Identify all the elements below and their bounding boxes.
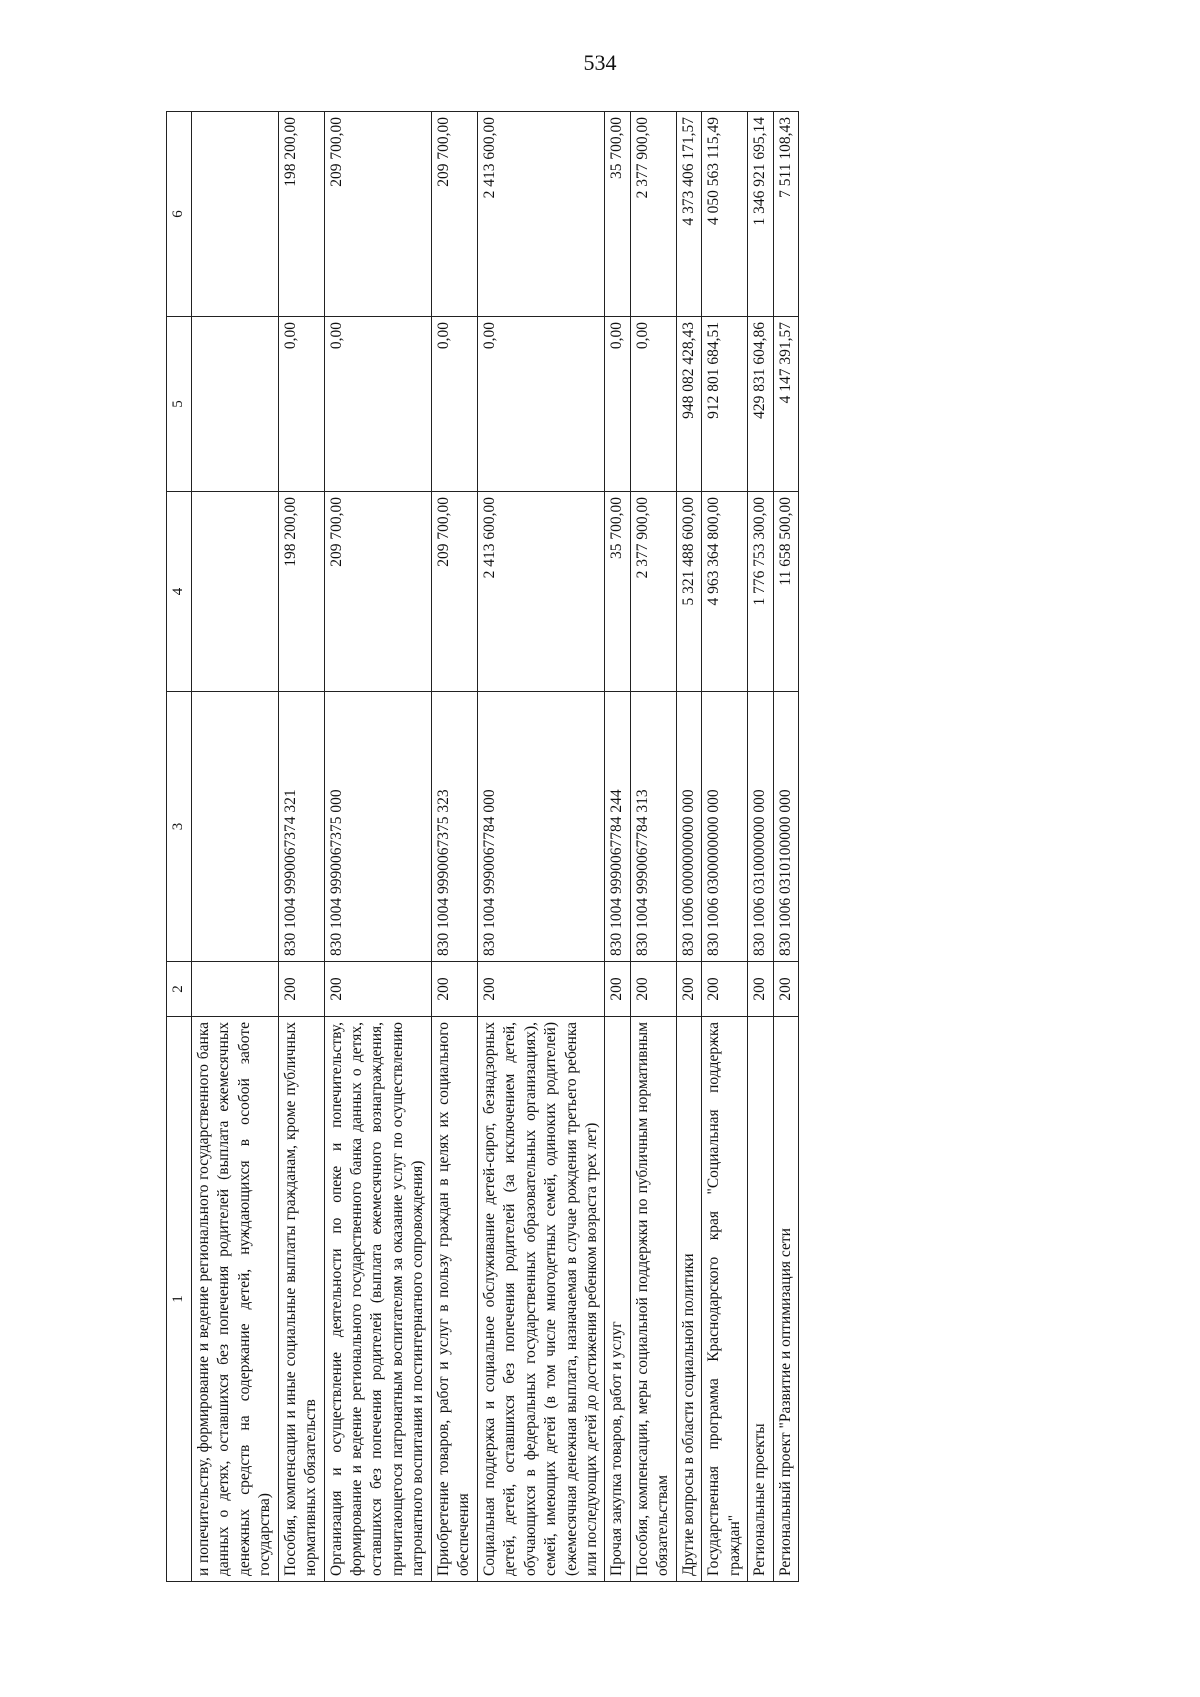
row-name: Прочая закупка товаров, работ и услуг [605,1017,630,1582]
row-grbs [191,962,278,1017]
row-plan: 209 700,00 [431,492,477,692]
row-code: 830 1004 9990067374 321 [278,692,324,962]
row-plan [191,492,278,692]
row-exec: 0,00 [324,317,431,492]
row-rest: 2 413 600,00 [477,112,605,317]
table-row [477,112,605,1582]
row-exec: 0,00 [605,317,630,492]
rotated-table-wrapper [166,112,1046,1582]
row-plan: 5 321 488 600,00 [676,492,701,692]
table-row [676,112,701,1582]
column-header: 3 [167,692,192,962]
page-number: 534 [583,50,617,75]
row-code: 830 1004 9990067784 244 [605,692,630,962]
row-exec: 0,00 [477,317,605,492]
row-name: Организация и осуществление деятельности по опеке и попечительству, формирование и ведение регионального государственного банка данных о детях, оставшихся без попечения родителей (выплата ежемесячного вознаграждения, причитающегося патронатным воспитателям за оказание услуг по осуществлению патронатного воспитания и постинтернатного сопровождения) [324,1017,431,1582]
row-name: Региональные проекты [748,1017,773,1582]
row-grbs: 200 [431,962,477,1017]
row-plan: 2 377 900,00 [630,492,676,692]
budget-table [166,111,799,1582]
header-row [167,112,192,1582]
row-name: Пособия, компенсации и иные социальные выплаты гражданам, кроме публичных нормативных обязательств [278,1017,324,1582]
row-plan: 1 776 753 300,00 [748,492,773,692]
row-code [191,692,278,962]
row-name: Региональный проект "Развитие и оптимизация сети [773,1017,798,1582]
row-grbs: 200 [702,962,748,1017]
column-header: 1 [167,1017,192,1582]
row-grbs: 200 [477,962,605,1017]
column-header: 6 [167,112,192,317]
table-row [605,112,630,1582]
row-grbs: 200 [630,962,676,1017]
row-plan: 35 700,00 [605,492,630,692]
row-code: 830 1006 0310100000 000 [773,692,798,962]
row-plan: 11 658 500,00 [773,492,798,692]
row-rest [191,112,278,317]
table-row [702,112,748,1582]
row-rest: 4 373 406 171,57 [676,112,701,317]
row-grbs: 200 [676,962,701,1017]
row-plan: 4 963 364 800,00 [702,492,748,692]
row-grbs: 200 [773,962,798,1017]
row-rest: 198 200,00 [278,112,324,317]
column-header: 5 [167,317,192,492]
row-rest: 4 050 563 115,49 [702,112,748,317]
row-rest: 209 700,00 [431,112,477,317]
row-exec: 0,00 [278,317,324,492]
row-rest: 7 511 108,43 [773,112,798,317]
row-name: Государственная программа Краснодарского края "Социальная поддержка граждан" [702,1017,748,1582]
row-code: 830 1006 0310000000 000 [748,692,773,962]
row-name: и попечительству, формирование и ведение регионального государственного банка данных о детях, оставшихся без попечения родителей (выплата ежемесячных денежных средств на содержание детей, нуждающихся в особой заботе государства) [191,1017,278,1582]
row-rest: 1 346 921 695,14 [748,112,773,317]
row-code: 830 1004 9990067784 313 [630,692,676,962]
row-rest: 35 700,00 [605,112,630,317]
row-rest: 209 700,00 [324,112,431,317]
row-name: Социальная поддержка и социальное обслуживание детей-сирот, безнадзорных детей, детей, оставшихся без попечения родителей (за исключением детей, обучающихся в федеральных государственных образовательных организациях), семей, имеющих детей (в том числе многодетных семей, одиноких родителей) (ежемесячная денежная выплата, назначаемая в случае рождения третьего ребенка или последующих детей до достижения ребенком возраста трех лет) [477,1017,605,1582]
table-row [773,112,798,1582]
row-plan: 198 200,00 [278,492,324,692]
table-row [748,112,773,1582]
table-row [324,112,431,1582]
table-row [278,112,324,1582]
row-name: Пособия, компенсации, меры социальной поддержки по публичным нормативным обязательствам [630,1017,676,1582]
row-code: 830 1004 9990067375 323 [431,692,477,962]
row-rest: 2 377 900,00 [630,112,676,317]
row-exec: 912 801 684,51 [702,317,748,492]
row-exec: 0,00 [630,317,676,492]
column-header: 2 [167,962,192,1017]
row-name: Другие вопросы в области социальной политики [676,1017,701,1582]
column-header: 4 [167,492,192,692]
row-exec: 4 147 391,57 [773,317,798,492]
row-code: 830 1004 9990067784 000 [477,692,605,962]
row-exec: 429 831 604,86 [748,317,773,492]
row-grbs: 200 [324,962,431,1017]
table-row [431,112,477,1582]
row-plan: 2 413 600,00 [477,492,605,692]
row-exec [191,317,278,492]
row-code: 830 1006 0000000000 000 [676,692,701,962]
row-code: 830 1004 9990067375 000 [324,692,431,962]
row-name: Приобретение товаров, работ и услуг в пользу граждан в целях их социального обеспечения [431,1017,477,1582]
row-grbs: 200 [605,962,630,1017]
row-exec: 948 082 428,43 [676,317,701,492]
table-row [630,112,676,1582]
table-row [191,112,278,1582]
row-exec: 0,00 [431,317,477,492]
row-grbs: 200 [748,962,773,1017]
row-plan: 209 700,00 [324,492,431,692]
row-grbs: 200 [278,962,324,1017]
row-code: 830 1006 0300000000 000 [702,692,748,962]
